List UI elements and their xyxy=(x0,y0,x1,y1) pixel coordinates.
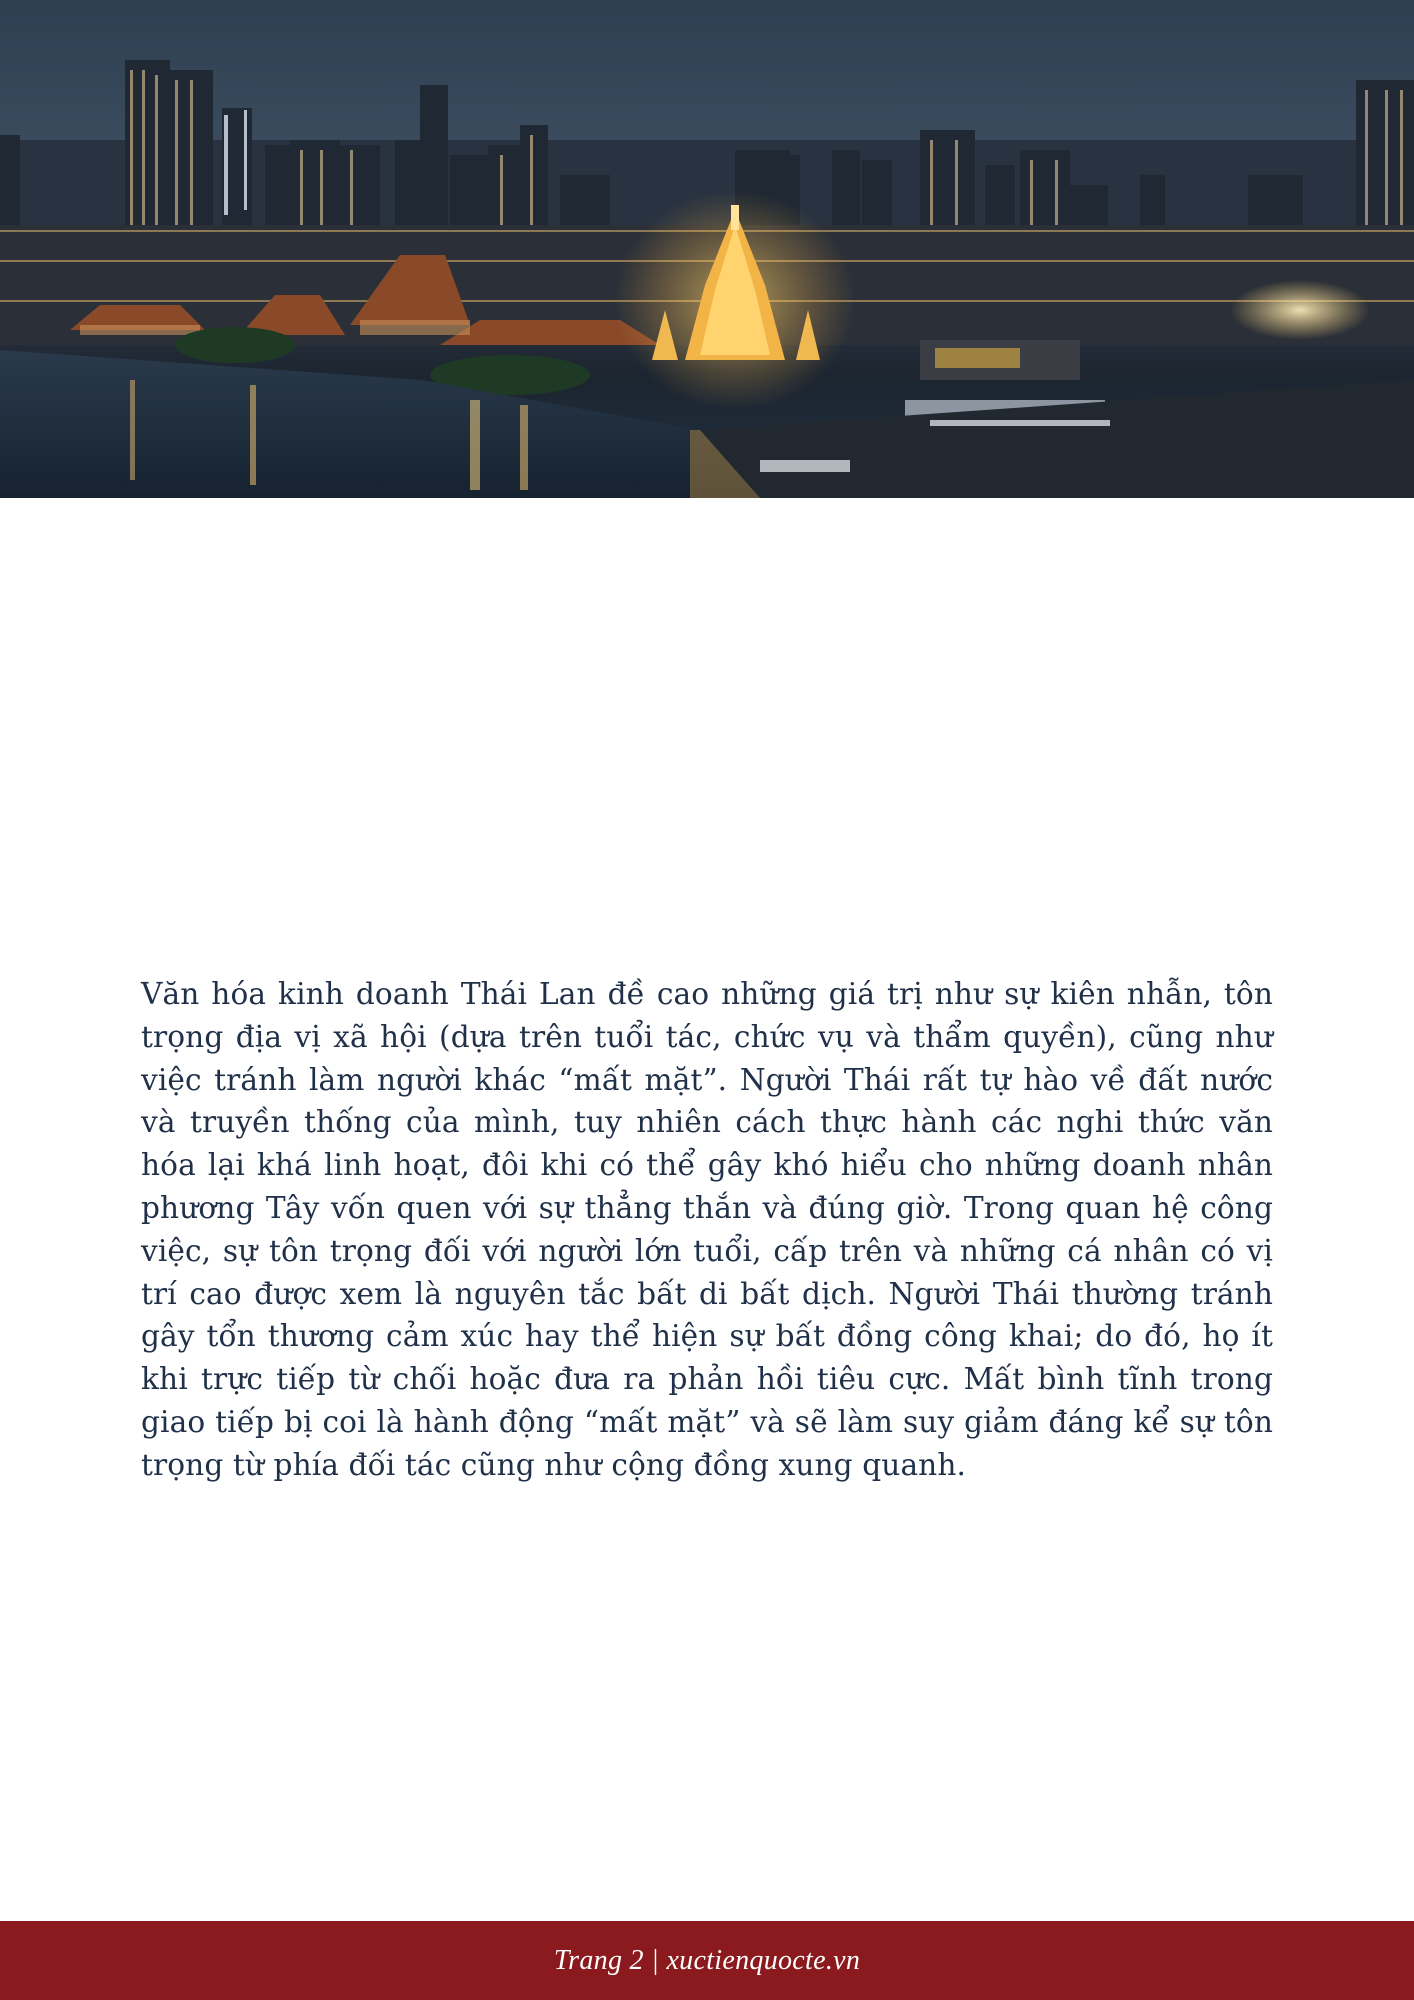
header-photo xyxy=(0,0,1414,498)
footer-page-label: Trang 2 | xuctienquocte.vn xyxy=(553,1944,861,1976)
body-paragraph: Văn hóa kinh doanh Thái Lan đề cao những giá trị như sự kiên nhẫn, tôn trọng địa vị xã hội (dựa trên tuổi tác, chức vụ và thẩm quyền), cũng như việc tránh làm người khác “mất mặt”. Người Thái rất tự hào về đất nước và truyền thống của mình, tuy nhiên cách thực hành các nghi thức văn hóa lại khá linh hoạt, đôi khi có thể gây khó hiểu cho những doanh nhân phương Tây vốn quen với sự thẳng thắn và đúng giờ. Trong quan hệ công việc, sự tôn trọng đối với người lớn tuổi, cấp trên và những cá nhân có vị trí cao được xem là nguyên tắc bất di bất dịch. Người Thái thường tránh gây tổn thương cảm xúc hay thể hiện sự bất đồng công khai; do đó, họ ít khi trực tiếp từ chối hoặc đưa ra phản hồi tiêu cực. Mất bình tĩnh trong giao tiếp bị coi là hành động “mất mặt” và sẽ làm suy giảm đáng kể sự tôn trọng từ phía đối tác cũng như cộng đồng xung quanh. xyxy=(141,977,1273,1482)
bangkok-night-skyline-photo-icon xyxy=(0,0,1414,498)
page-footer xyxy=(0,1921,1414,2000)
